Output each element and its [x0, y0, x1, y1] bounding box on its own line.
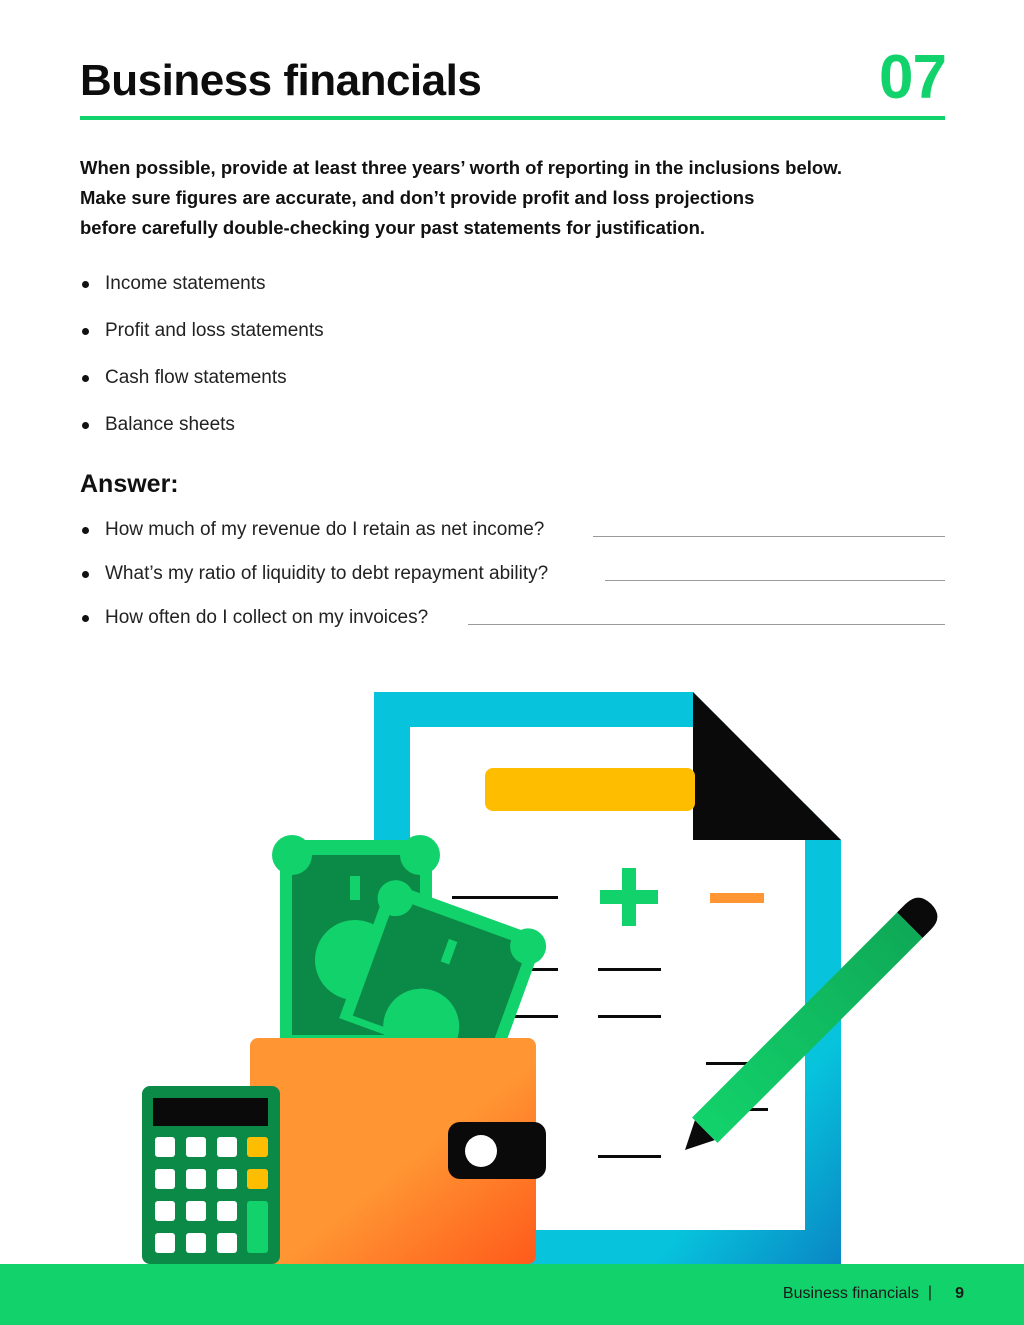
- footer-section-label: Business financials: [782, 1285, 919, 1302]
- page-title: Business financials: [80, 56, 482, 105]
- list-item: Profit and loss statements: [80, 317, 960, 364]
- answer-heading: Answer:: [80, 470, 179, 498]
- wallet-icon: [250, 1038, 546, 1264]
- list-item: Balance sheets: [80, 411, 960, 458]
- answer-questions: [80, 516, 945, 648]
- answer-line[interactable]: [605, 580, 945, 581]
- section-number: 07: [879, 43, 946, 112]
- answer-line[interactable]: [468, 624, 945, 625]
- intro-line: before carefully double-checking your past statements for justification.: [80, 217, 706, 238]
- calculator-icon: [142, 1086, 280, 1264]
- question-item: [80, 516, 945, 560]
- list-item: Cash flow statements: [80, 364, 960, 411]
- page-footer: [0, 1264, 1024, 1325]
- footer-separator: |: [927, 1284, 932, 1301]
- answer-line[interactable]: [593, 536, 945, 537]
- inclusions-list: [80, 270, 960, 458]
- question-item: [80, 604, 945, 648]
- title-divider: [80, 116, 945, 120]
- question-text: How much of my revenue do I retain as net income?: [105, 519, 545, 540]
- question-item: [80, 560, 945, 604]
- list-item: Income statements: [80, 270, 960, 317]
- intro-line: When possible, provide at least three years’ worth of reporting in the inclusions below.: [80, 157, 843, 178]
- page-number: 9: [955, 1285, 964, 1302]
- intro-line: Make sure figures are accurate, and don’t provide profit and loss projections: [80, 187, 755, 208]
- question-text: How often do I collect on my invoices?: [105, 607, 429, 628]
- financials-illustration: [0, 680, 1024, 1270]
- intro-paragraph: [80, 153, 960, 243]
- question-text: What’s my ratio of liquidity to debt repayment ability?: [105, 563, 549, 584]
